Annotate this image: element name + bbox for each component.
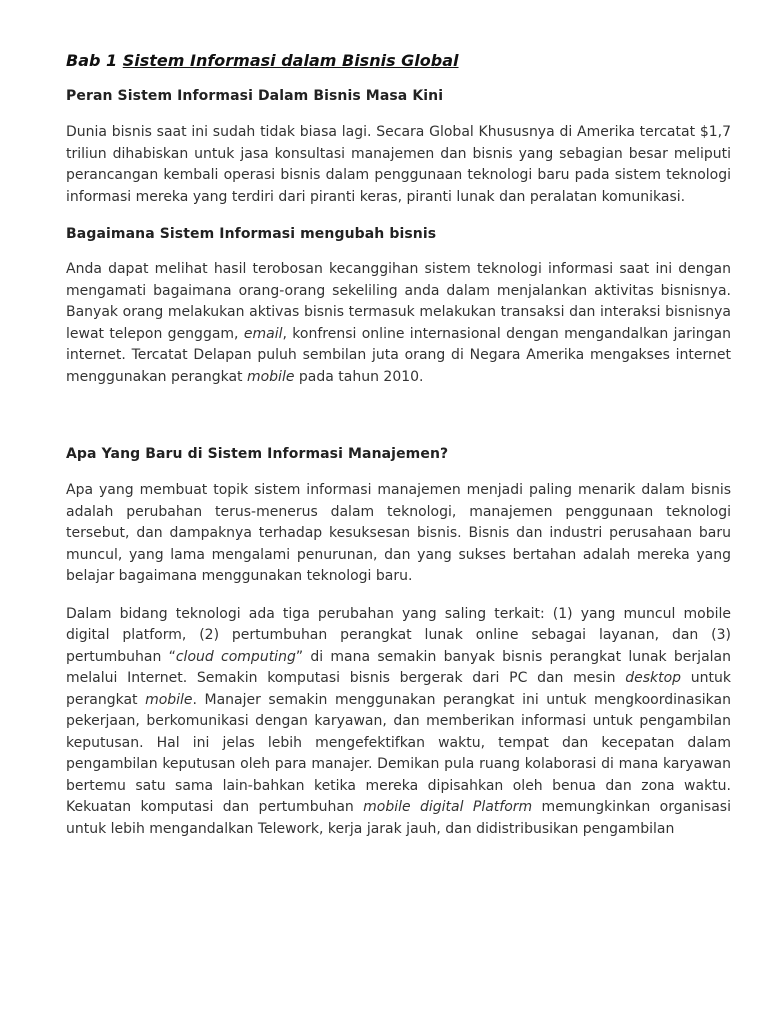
text-run: untuk perangkat — [66, 670, 731, 708]
section-heading-bagaimana: Bagaimana Sistem Informasi mengubah bisnis — [66, 226, 437, 242]
document-page — [66, 50, 731, 840]
paragraph-peran: Dunia bisnis saat ini sudah tidak biasa lagi. Secara Global Khususnya di Amerika tercatat $1,7 triliun dihabiskan untuk jasa konsultasi manajemen dan bisnis yang sebagian besar meliputi perancangan kembali operasi bisnis dalam penggunaan teknologi baru pada sistem teknologi informasi mereka yang terdiri dari piranti keras, piranti lunak dan peralatan komunikasi. — [66, 124, 731, 205]
text-run: , konfrensi online internasional dengan mengandalkan jaringan internet. Tercatat Delapan puluh sembilan juta orang di Negara Amerika mengakses internet menggunakan perangkat — [66, 325, 731, 385]
emphasis-cloud-computing: cloud computing — [175, 648, 296, 665]
emphasis-mobile: mobile — [246, 368, 295, 385]
text-run: memungkinkan organisasi untuk lebih mengandalkan Telework, kerja jarak jauh, dan didistribusikan pengambilan — [66, 799, 731, 837]
emphasis-mobile-digital-platform: mobile digital Platform — [363, 799, 533, 815]
text-run: . Manajer semakin menggunakan perangkat ini untuk mengkoordinasikan pekerjaan, berkomunikasi dengan karyawan, dan memberikan informasi untuk pengambilan keputusan. Hal ini jelas lebih mengefektifkan waktu, tempat dan kecepatan dalam pengambilan keputusan oleh para manajer. Demikan pula ruang kolaborasi di mana karyawan bertemu satu sama lain-bahkan ketika mereka dipisahkan oleh benua dan zona waktu. Kekuatan komputasi dan pertumbuhan — [66, 691, 731, 815]
emphasis-mobile: mobile — [145, 691, 193, 708]
paragraph-bagaimana — [66, 259, 731, 388]
emphasis-desktop: desktop — [625, 670, 682, 686]
text-run: Anda dapat melihat hasil terobosan kecanggihan sistem teknologi informasi saat ini dengan mengamati bagaimana orang-orang sekeliling anda dalam menjalankan aktivitas bisnisnya. Banyak orang melakukan aktivas bisnis termasuk melakukan transaksi dan interaksi bisnisnya lewat telepon genggam, — [66, 261, 731, 342]
text-run: ” di mana semakin banyak bisnis perangkat lunak berjalan melalui Internet. Semakin komputasi bisnis bergerak dari PC dan mesin — [66, 648, 731, 686]
section-heading-peran: Peran Sistem Informasi Dalam Bisnis Masa Kini — [66, 88, 444, 104]
paragraph-apa-yang-baru: Apa yang membuat topik sistem informasi manajemen menjadi paling menarik dalam bisnis adalah perubahan terus-menerus dalam teknologi, manajemen penggunaan teknologi tersebut, dan dampaknya terhadap kesuksesan bisnis. Bisnis dan industri perusahaan baru muncul, yang lama mengalami penurunan, dan yang sukses bertahan adalah mereka yang belajar bagaimana menggunakan teknologi baru. — [66, 482, 731, 584]
emphasis-email: email — [243, 325, 283, 342]
chapter-title — [66, 50, 731, 72]
text-run: Dalam bidang teknologi ada tiga perubahan yang saling terkait: (1) yang muncul mobile digital platform, (2) pertumbuhan perangkat lunak online sebagai layanan, dan (3) pertumbuhan “ — [66, 605, 731, 665]
text-run: pada tahun 2010. — [294, 368, 424, 385]
chapter-title-text: Sistem Informasi dalam Bisnis Global — [122, 51, 459, 70]
paragraph-teknologi-perubahan — [66, 604, 731, 841]
chapter-number: Bab 1 — [66, 51, 123, 70]
section-heading-apa-yang-baru: Apa Yang Baru di Sistem Informasi Manajemen? — [66, 446, 449, 462]
